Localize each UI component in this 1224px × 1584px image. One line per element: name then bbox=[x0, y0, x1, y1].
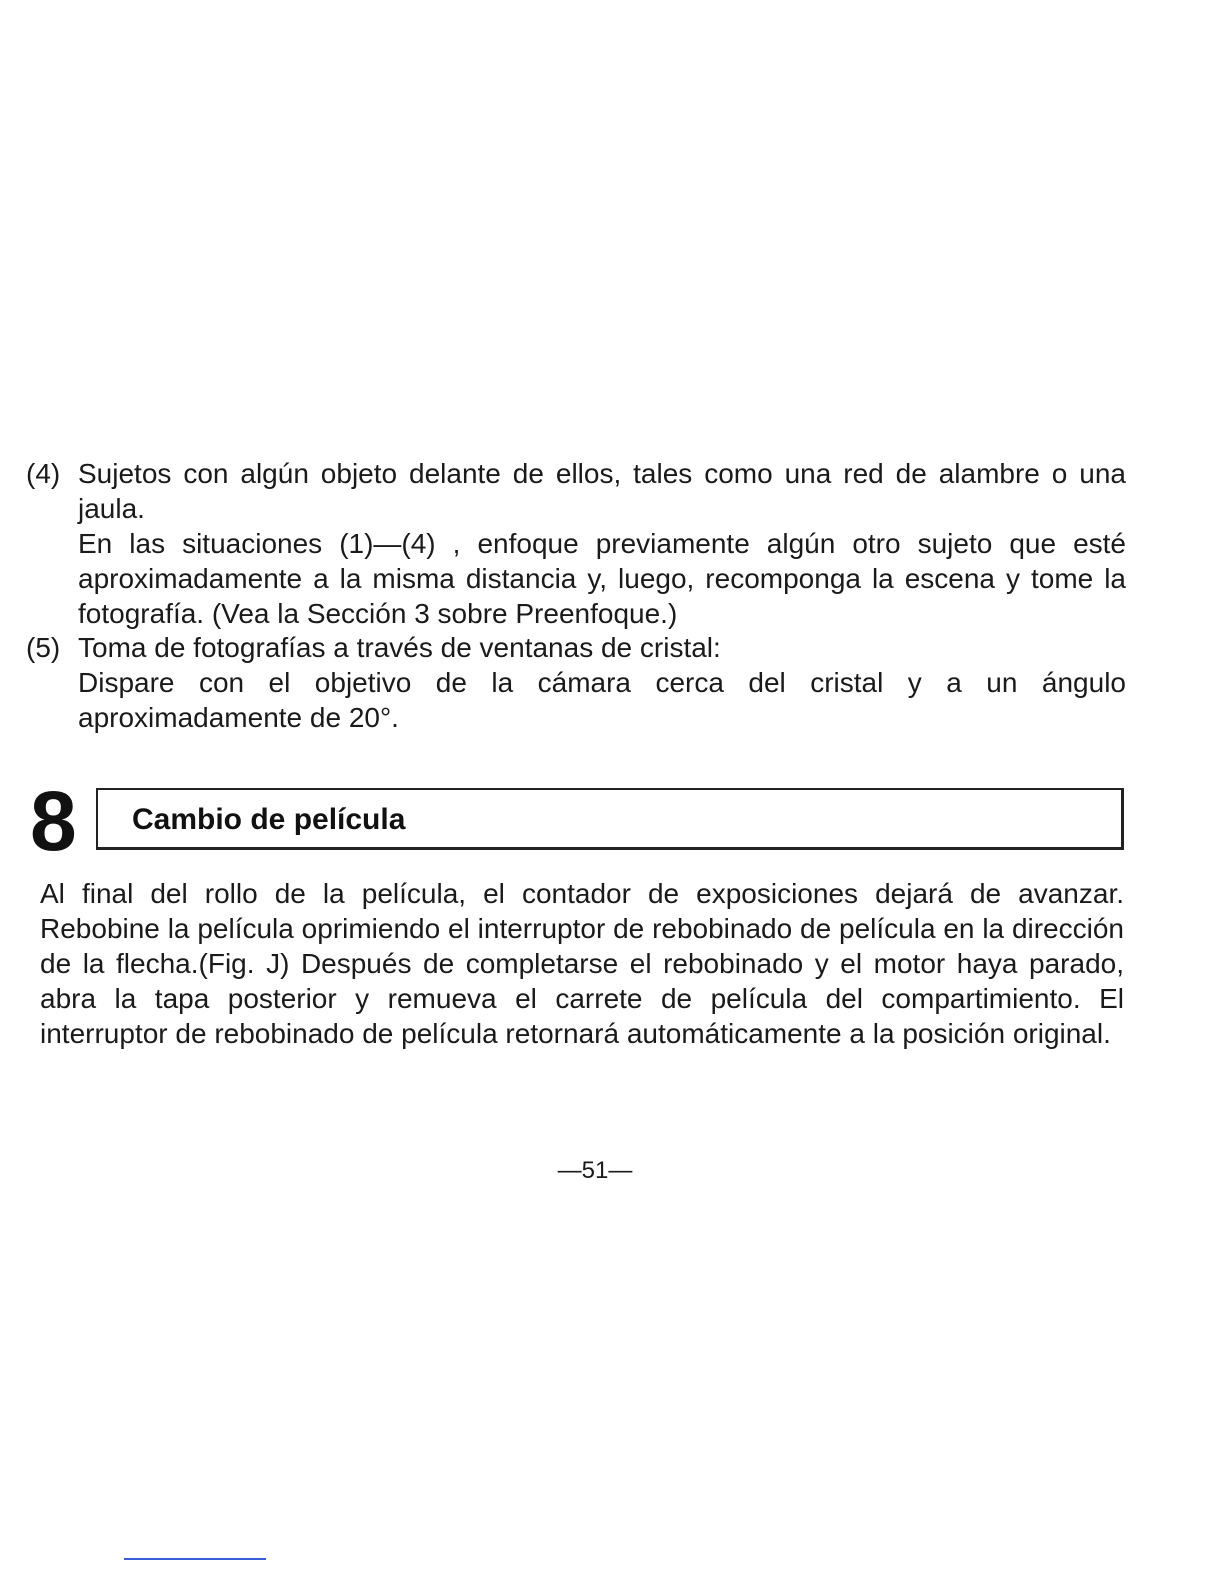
list-item-text: Toma de fotografías a través de ventanas de cristal: bbox=[78, 632, 721, 663]
list-item-4 bbox=[26, 456, 1126, 631]
list-item-5 bbox=[26, 630, 1126, 735]
section-number: 8 bbox=[30, 774, 77, 868]
list-item-number: (5) bbox=[26, 632, 61, 663]
list-item-body bbox=[78, 630, 1126, 735]
page-number: —51— bbox=[557, 1157, 633, 1184]
list-item-text: Dispare con el objetivo de la cámara cerca del cristal y a un ángulo aproximadamente de 20°. bbox=[78, 667, 1126, 733]
section-heading-box bbox=[96, 788, 1124, 850]
list-item-text: En las situaciones (1)—(4) , enfoque previamente algún otro sujeto que esté aproximadamente a la misma distancia y, luego, recomponga la escena y tome la fotografía. (Vea la Sección 3 sobre Preenfoque.) bbox=[78, 528, 1126, 629]
list-item-number: (4) bbox=[26, 458, 61, 489]
section-title: Cambio de película bbox=[132, 803, 406, 836]
list-item-body bbox=[78, 456, 1126, 631]
footer-divider bbox=[124, 1558, 266, 1560]
section-paragraph: Al final del rollo de la película, el contador de exposiciones dejará de avanzar. Rebobine la película oprimiendo el interruptor de rebobinado de película en la dirección de la flecha.(Fig. J) Después de completarse el rebobinado y el motor haya parado, abra la tapa posterior y remueva el carrete de película del compartimiento. El interruptor de rebobinado de película retornará automáticamente a la posición original. bbox=[40, 878, 1124, 1049]
list-item-text: Sujetos con algún objeto delante de ellos, tales como una red de alambre o una jaula. bbox=[78, 458, 1126, 524]
